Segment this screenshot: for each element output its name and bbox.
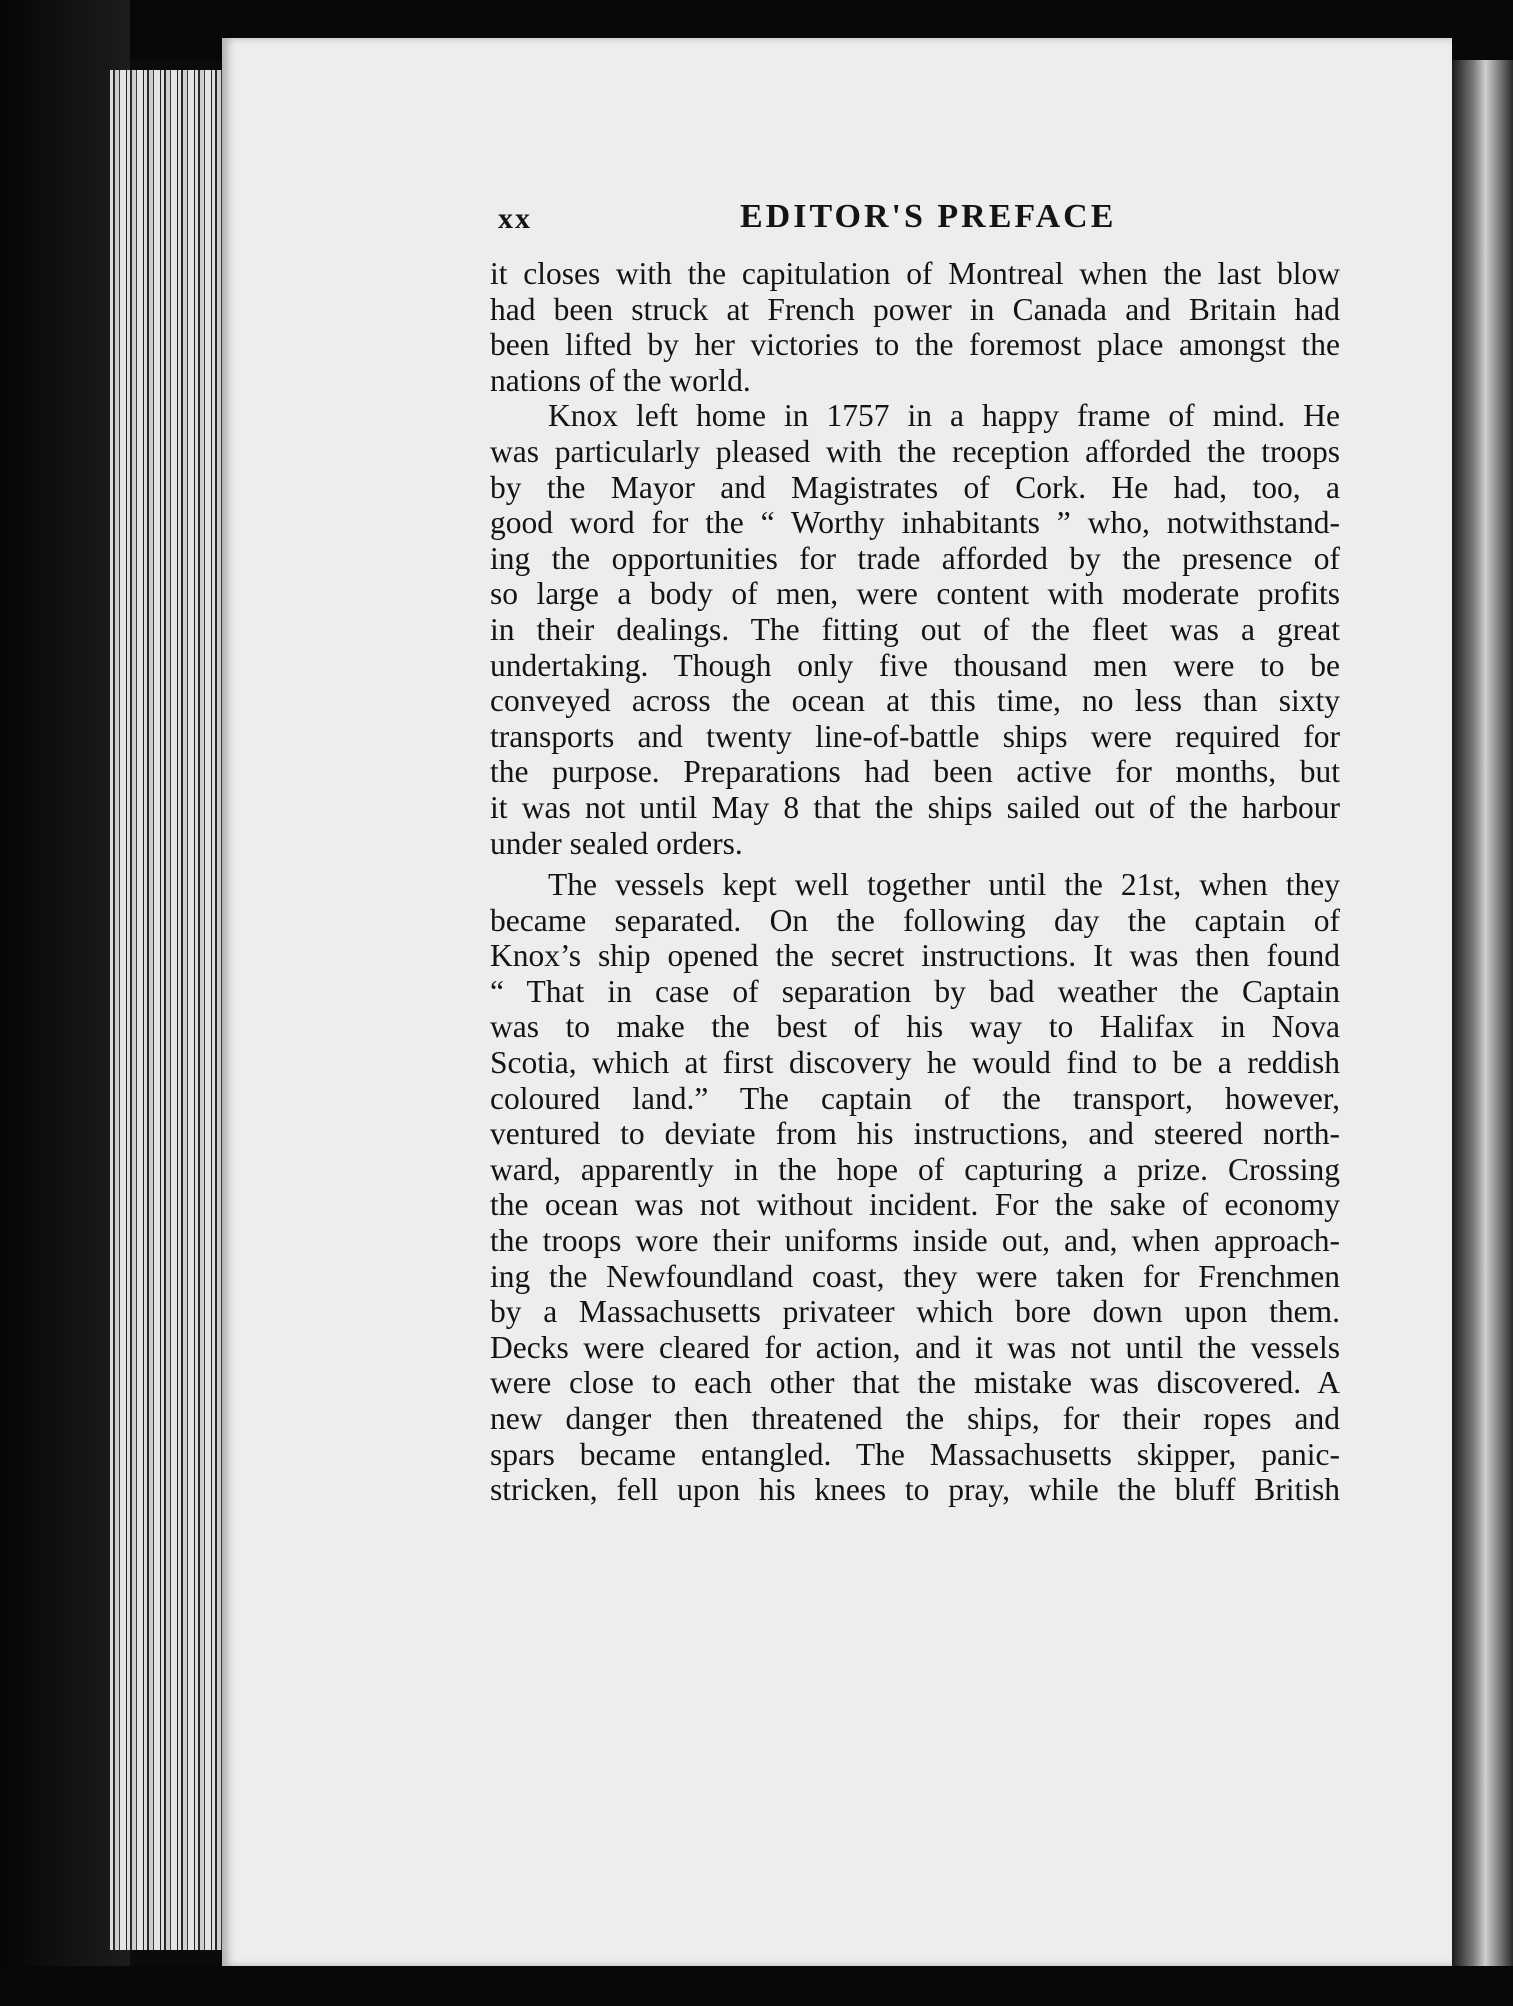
paragraph-2 — [490, 398, 1340, 861]
text-line: good word for the “ Worthy inhabitants ” who, notwithstand- — [490, 505, 1340, 541]
text-line: by a Massachusetts privateer which bore down upon them. — [490, 1294, 1340, 1330]
text-line: Knox’s ship opened the secret instructions. It was then found — [490, 938, 1340, 974]
text-line: ing the opportunities for trade afforded by the presence of — [490, 540, 1340, 576]
text-line: were close to each other that the mistake was discovered. A — [490, 1365, 1340, 1401]
text-line: by the Mayor and Magistrates of Cork. He had, too, a — [490, 469, 1340, 505]
text-line: ward, apparently in the hope of capturing a prize. Crossing — [490, 1151, 1340, 1187]
text-line: undertaking. Though only five thousand men were to be — [490, 647, 1340, 683]
page-number: xx — [498, 202, 532, 235]
paragraph-1 — [490, 256, 1340, 398]
text-line: under sealed orders. — [490, 825, 743, 861]
text-line: the purpose. Preparations had been active for months, but — [490, 754, 1340, 790]
text-line: been lifted by her victories to the foremost place amongst the — [490, 327, 1340, 363]
text-line: Decks were cleared for action, and it was not until the vessels — [490, 1329, 1340, 1365]
text-line: “ That in case of separation by bad weather the Captain — [490, 973, 1340, 1009]
text-line: spars became entangled. The Massachusetts skipper, panic- — [490, 1436, 1340, 1472]
text-line: had been struck at French power in Canada and Britain had — [490, 291, 1340, 327]
text-line: it closes with the capitulation of Montreal when the last blow — [490, 256, 1340, 291]
text-line: Knox left home in 1757 in a happy frame of mind. He — [548, 398, 1340, 434]
running-head — [490, 196, 1340, 256]
text-line: became separated. On the following day the captain of — [490, 902, 1340, 938]
text-line: so large a body of men, were content with moderate profits — [490, 576, 1340, 612]
book-page-edges — [110, 70, 225, 1950]
text-line: new danger then threatened the ships, for their ropes and — [490, 1401, 1340, 1436]
text-line: in their dealings. The fitting out of the fleet was a great — [490, 611, 1340, 647]
text-line: transports and twenty line-of-battle ships were required for — [490, 718, 1340, 754]
text-line: The vessels kept well together until the 21st, when they — [548, 867, 1340, 903]
paragraph-3 — [490, 867, 1340, 1508]
text-line: ing the Newfoundland coast, they were taken for Frenchmen — [490, 1258, 1340, 1294]
page-text — [490, 196, 1340, 1508]
text-line: it was not until May 8 that the ships sailed out of the harbour — [490, 789, 1340, 825]
facing-page-edge — [1452, 60, 1513, 1970]
text-line: coloured land.” The captain of the transport, however, — [490, 1080, 1340, 1116]
scan-border-bottom — [0, 1966, 1513, 2006]
text-line: nations of the world. — [490, 362, 751, 398]
text-line: the ocean was not without incident. For the sake of economy — [490, 1187, 1340, 1223]
text-line: stricken, fell upon his knees to pray, while the bluff British — [490, 1472, 1340, 1508]
text-line: Scotia, which at first discovery he would find to be a reddish — [490, 1045, 1340, 1081]
text-line: was to make the best of his way to Halifax in Nova — [490, 1009, 1340, 1045]
text-line: ventured to deviate from his instructions, and steered north- — [490, 1116, 1340, 1152]
text-line: was particularly pleased with the reception afforded the troops — [490, 433, 1340, 469]
text-line: the troops wore their uniforms inside out, and, when approach- — [490, 1223, 1340, 1259]
running-title: EDITOR'S PREFACE — [740, 198, 1117, 235]
text-line: conveyed across the ocean at this time, no less than sixty — [490, 683, 1340, 719]
